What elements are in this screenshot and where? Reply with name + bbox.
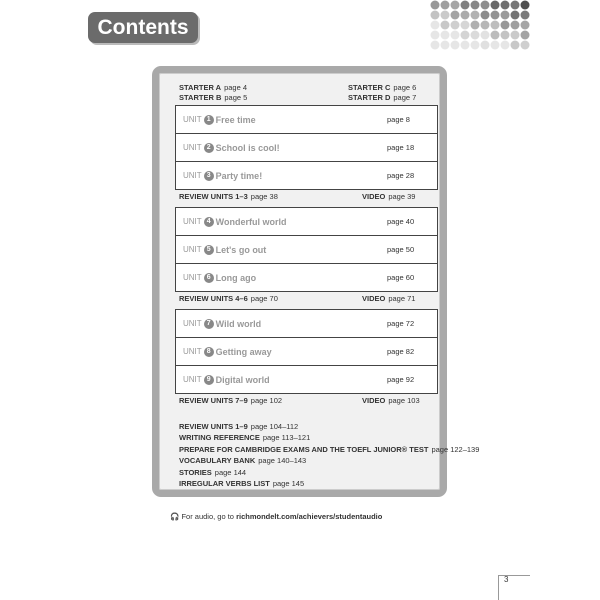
dot	[481, 31, 490, 40]
unit-row[interactable]	[176, 264, 437, 291]
audio-link[interactable]: richmondelt.com/achievers/studentaudio	[236, 512, 383, 521]
dot	[431, 41, 440, 50]
review-line: REVIEW UNITS 1–3 page 38	[179, 192, 278, 201]
unit-number-badge: 2	[204, 143, 214, 153]
dot	[511, 1, 520, 10]
page-number: 3	[498, 575, 508, 600]
dot	[481, 11, 490, 20]
dot	[521, 41, 530, 50]
dot	[491, 31, 500, 40]
review-line: REVIEW UNITS 7–9 page 102	[179, 396, 283, 405]
dot	[491, 21, 500, 30]
dot	[451, 11, 460, 20]
dot	[451, 1, 460, 10]
headphones-icon: 🎧	[170, 512, 180, 521]
dot	[461, 41, 470, 50]
unit-label: UNIT	[183, 375, 202, 384]
unit-title: Free time	[215, 114, 256, 125]
dot	[441, 11, 450, 20]
unit-row[interactable]	[176, 338, 437, 366]
unit-number-badge: 3	[204, 171, 214, 181]
starter-a: STARTER A page 4	[179, 83, 248, 92]
dot	[511, 31, 520, 40]
unit-title: Long ago	[215, 272, 257, 283]
extra-line: STORIES page 144	[179, 467, 247, 477]
unit-number-badge: 9	[204, 375, 214, 385]
dot	[481, 21, 490, 30]
dot	[491, 41, 500, 50]
unit-title: Digital world	[215, 374, 270, 385]
dot	[461, 11, 470, 20]
dot	[461, 21, 470, 30]
unit-row[interactable]	[176, 236, 437, 264]
unit-table	[175, 309, 438, 394]
dot	[521, 1, 530, 10]
dot	[521, 11, 530, 20]
dot	[451, 41, 460, 50]
unit-page: page 82	[387, 347, 415, 356]
unit-label: UNIT	[183, 115, 202, 124]
unit-title: Party time!	[215, 170, 263, 181]
dot	[521, 31, 530, 40]
dot	[431, 1, 440, 10]
unit-page: page 50	[387, 245, 415, 254]
unit-label: UNIT	[183, 143, 202, 152]
starter-d: STARTER D page 7	[348, 93, 417, 102]
dot	[501, 11, 510, 20]
dot	[471, 31, 480, 40]
dot	[501, 31, 510, 40]
dot	[441, 41, 450, 50]
dot	[451, 21, 460, 30]
unit-label: UNIT	[183, 273, 202, 282]
dot	[521, 21, 530, 30]
unit-table	[175, 105, 438, 190]
unit-label: UNIT	[183, 319, 202, 328]
dot	[461, 31, 470, 40]
unit-page: page 8	[387, 115, 410, 124]
unit-label: UNIT	[183, 217, 202, 226]
dot	[441, 21, 450, 30]
unit-title: Getting away	[215, 346, 272, 357]
unit-title: School is cool!	[215, 142, 280, 153]
unit-number-badge: 8	[204, 347, 214, 357]
extra-line: REVIEW UNITS 1–9 page 104–112	[179, 422, 299, 431]
unit-label: UNIT	[183, 347, 202, 356]
video-line: VIDEO page 103	[362, 396, 420, 405]
page-title: Contents	[88, 12, 198, 43]
unit-page: page 92	[387, 375, 415, 384]
unit-label: UNIT	[183, 171, 202, 180]
unit-number-badge: 6	[204, 273, 214, 283]
unit-table	[175, 207, 438, 292]
dot	[441, 1, 450, 10]
dot	[451, 31, 460, 40]
unit-title: Wonderful world	[215, 216, 287, 227]
dot	[471, 41, 480, 50]
unit-page: page 72	[387, 319, 415, 328]
dot	[501, 41, 510, 50]
video-line: VIDEO page 39	[362, 192, 416, 201]
unit-number-badge: 7	[204, 319, 214, 329]
dot	[431, 21, 440, 30]
unit-number-badge: 5	[204, 245, 214, 255]
dot	[481, 1, 490, 10]
unit-title: Let's go out	[215, 244, 267, 255]
dot	[471, 1, 480, 10]
dot	[511, 21, 520, 30]
dot	[481, 41, 490, 50]
unit-row[interactable]	[176, 106, 437, 134]
unit-number-badge: 1	[204, 115, 214, 125]
video-line: VIDEO page 71	[362, 294, 416, 303]
extra-line: IRREGULAR VERBS LIST page 145	[179, 479, 305, 488]
dot	[501, 21, 510, 30]
extra-line: VOCABULARY BANK page 140–143	[179, 456, 307, 466]
dot	[461, 1, 470, 10]
dot	[471, 11, 480, 20]
dot	[471, 21, 480, 30]
contents-box	[152, 66, 480, 497]
dot	[431, 31, 440, 40]
unit-page: page 18	[387, 143, 415, 152]
dot	[491, 11, 500, 20]
starter-c: STARTER C page 6	[348, 83, 417, 92]
dot	[501, 1, 510, 10]
unit-row[interactable]	[176, 366, 437, 393]
audio-note: 🎧 For audio, go to richmondelt.com/achievers/studentaudio	[170, 512, 383, 521]
extra-line: WRITING REFERENCE page 113–121	[179, 433, 311, 443]
unit-title: Wild world	[215, 318, 262, 329]
unit-label: UNIT	[183, 245, 202, 254]
unit-page: page 28	[387, 171, 415, 180]
decorative-dots	[430, 0, 530, 50]
dot	[441, 31, 450, 40]
dot	[431, 11, 440, 20]
starter-b: STARTER B page 5	[179, 93, 248, 102]
unit-row[interactable]	[176, 162, 437, 189]
unit-row[interactable]	[176, 134, 437, 162]
unit-row[interactable]	[176, 208, 437, 236]
dot	[511, 11, 520, 20]
unit-number-badge: 4	[204, 217, 214, 227]
unit-page: page 40	[387, 217, 415, 226]
dot	[511, 41, 520, 50]
review-line: REVIEW UNITS 4–6 page 70	[179, 294, 278, 303]
unit-row[interactable]	[176, 310, 437, 338]
dot	[491, 1, 500, 10]
unit-page: page 60	[387, 273, 415, 282]
extra-line: PREPARE FOR CAMBRIDGE EXAMS AND THE TOEFL JUNIOR® TEST page 122–139	[179, 444, 480, 454]
